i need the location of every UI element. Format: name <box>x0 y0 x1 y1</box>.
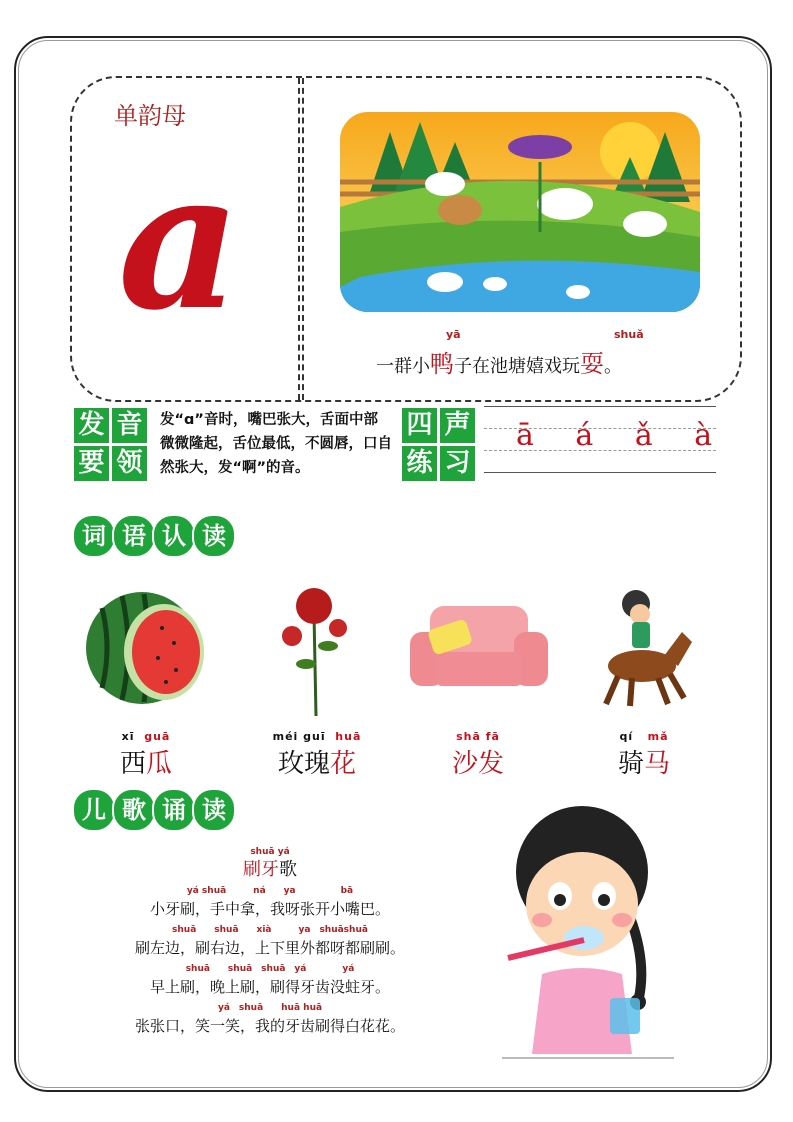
big-letter-a: a <box>118 129 242 352</box>
poem-title: shuā yá 刷牙歌 <box>243 847 297 880</box>
horse-rider-image <box>598 586 696 710</box>
watermelon-image <box>82 588 212 706</box>
card-divider <box>302 78 304 400</box>
card-divider <box>298 78 300 400</box>
badge-char: 发 <box>74 408 109 443</box>
badge-char: 练 <box>402 446 437 481</box>
example-sentence: 一群小鸭子在池塘嬉戏玩耍。 <box>376 350 622 378</box>
section-label: 单韵母 <box>114 102 186 130</box>
word-qima: qí mǎ 骑马 <box>617 730 671 779</box>
badge-char: 声 <box>440 408 475 443</box>
tone-practice-badge <box>402 408 476 482</box>
four-tones: ā á ǎ à <box>516 418 729 453</box>
poem-line: yá shuā ná ya bā 小牙刷，手中拿，我呀张开小嘴巴。 <box>149 886 390 918</box>
rhyme-section-title: 儿 歌 诵 读 <box>72 788 232 832</box>
badge-char: 习 <box>440 446 475 481</box>
word-shafa: shā fā 沙发 <box>451 730 504 779</box>
word-meiguihua: méi guī huā 玫瑰花 <box>272 730 362 779</box>
badge-char: 要 <box>74 446 109 481</box>
word-xigua: xī guā 西瓜 <box>119 730 173 779</box>
words-section-title: 词 语 认 读 <box>72 514 232 558</box>
pronunciation-text: 发“ɑ”音时，嘴巴张大，舌面中部微微隆起，舌位最低，不圆唇，口自然张大，发“啊”的音。 <box>160 412 392 476</box>
poem-line: shuā shuā shuā yá yá 早上刷，晚上刷，刷得牙齿没蛀牙。 <box>149 964 390 996</box>
poem-line: yá shuā huā huā 张张口，笑一笑，我的牙齿刷得白花花。 <box>134 1003 405 1035</box>
girl-brushing-teeth-image <box>498 792 684 1064</box>
badge-char: 音 <box>112 408 147 443</box>
rose-image <box>276 584 356 718</box>
duck-pond-illustration <box>340 112 700 312</box>
pronunciation-badge <box>74 408 148 482</box>
pinyin-shua: shuǎ <box>614 328 644 341</box>
nursery-rhyme <box>60 846 480 1041</box>
pinyin-ya: yā <box>446 328 461 341</box>
badge-char: 领 <box>112 446 147 481</box>
poem-line: shuā shuā xià ya shuāshuā 刷左边，刷右边，上下里外都呀都刷刷。 <box>134 925 405 957</box>
sofa-image <box>408 602 550 694</box>
badge-char: 四 <box>402 408 437 443</box>
